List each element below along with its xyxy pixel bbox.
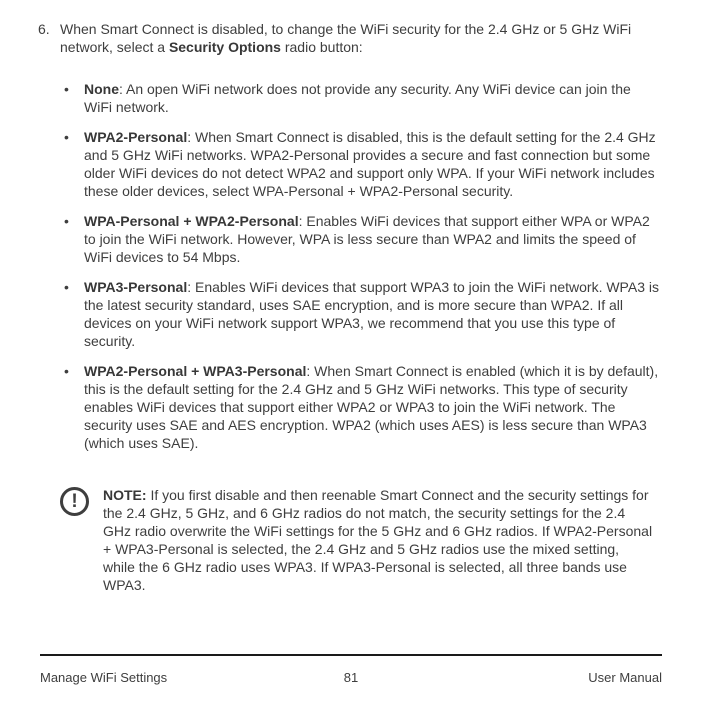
step-body xyxy=(60,20,664,594)
bullet-icon: • xyxy=(64,363,69,379)
option-description: : An open WiFi network does not provide any security. Any WiFi device can join the WiFi network. xyxy=(84,81,631,115)
note-box xyxy=(60,486,664,594)
bullet-icon: • xyxy=(64,129,69,145)
option-label: WPA-Personal + WPA2-Personal xyxy=(84,213,299,229)
bullet-text xyxy=(84,362,662,452)
intro-text-before: When Smart Connect is disabled, to change the WiFi security for the 2.4 GHz or 5 GHz WiFi network, select a xyxy=(60,21,632,55)
option-label: WPA2-Personal xyxy=(84,129,188,145)
intro-bold-security-options: Security Options xyxy=(168,39,281,55)
footer-document-title: User Manual xyxy=(588,670,662,685)
option-label: WPA2-Personal + WPA3-Personal xyxy=(84,363,307,379)
page-footer xyxy=(40,654,662,685)
list-item-none xyxy=(60,80,662,116)
exclamation-circle-icon: ! xyxy=(60,487,89,516)
bullet-text xyxy=(84,128,662,200)
note-body-text: If you first disable and then reenable Smart Connect and the security settings for the 2.4 GHz, 5 GHz, and 6 GHz radios do not match, the security settings for the 2.4 GHz radio overwrite the WiFi settings for the 5 GHz and 6 GHz radios. If WPA2-Personal + WPA3-Personal is selected, the 2.4 GHz and 5 GHz radios use the mixed setting, while the 6 GHz radio uses WPA3. If WPA3-Personal is selected, all three bands use WPA3. xyxy=(103,487,653,593)
option-label: WPA3-Personal xyxy=(84,279,188,295)
step-number: 6. xyxy=(38,21,50,37)
option-description: : Enables WiFi devices that support WPA3 to join the WiFi network. WPA3 is the latest security standard, uses SAE encryption, and is more secure than WPA2. If all devices on your WiFi network support WPA3, we recommend that you use this type of security. xyxy=(84,279,659,349)
bullet-text xyxy=(84,212,662,266)
bullet-icon: • xyxy=(64,279,69,295)
option-description: : When Smart Connect is disabled, this is the default setting for the 2.4 GHz and 5 GHz WiFi networks. WPA2-Personal provides a secure and fast connection but some older WiFi devices do not detect WPA2 and support only WPA. If your WiFi network includes these older devices, select WPA-Personal + WPA2-Personal security. xyxy=(84,129,656,199)
option-description: : When Smart Connect is enabled (which it is by default), this is the default setting for the 2.4 GHz and 5 GHz WiFi networks. This type of security enables WiFi devices that support either WPA2 or WPA3 to join the WiFi network. The security uses SAE and AES encryption. WPA2 (which uses AES) is less secure than WPA3 (which uses SAE). xyxy=(84,363,659,451)
security-options-list xyxy=(60,80,664,452)
note-label: NOTE: xyxy=(103,487,147,503)
list-item-wpa-plus-wpa2 xyxy=(60,212,662,266)
note-paragraph xyxy=(103,486,653,594)
bullet-text xyxy=(84,80,662,116)
intro-text-after: radio button: xyxy=(280,39,363,55)
option-description: : Enables WiFi devices that support either WPA or WPA2 to join the WiFi network. However, WPA is less secure than WPA2 and limits the speed of WiFi devices to 54 Mbps. xyxy=(84,213,650,265)
option-label: None xyxy=(84,81,119,97)
footer-row xyxy=(40,670,662,685)
step-6-item xyxy=(38,20,712,594)
footer-divider xyxy=(40,654,662,656)
footer-section-title: Manage WiFi Settings xyxy=(40,670,168,685)
list-item-wpa2-plus-wpa3 xyxy=(60,362,662,452)
step-intro-paragraph xyxy=(60,20,644,56)
footer-page-number: 81 xyxy=(343,670,359,685)
list-item-wpa2-personal xyxy=(60,128,662,200)
bullet-icon: • xyxy=(64,213,69,229)
bullet-icon: • xyxy=(64,81,69,97)
bullet-text xyxy=(84,278,662,350)
list-item-wpa3-personal xyxy=(60,278,662,350)
